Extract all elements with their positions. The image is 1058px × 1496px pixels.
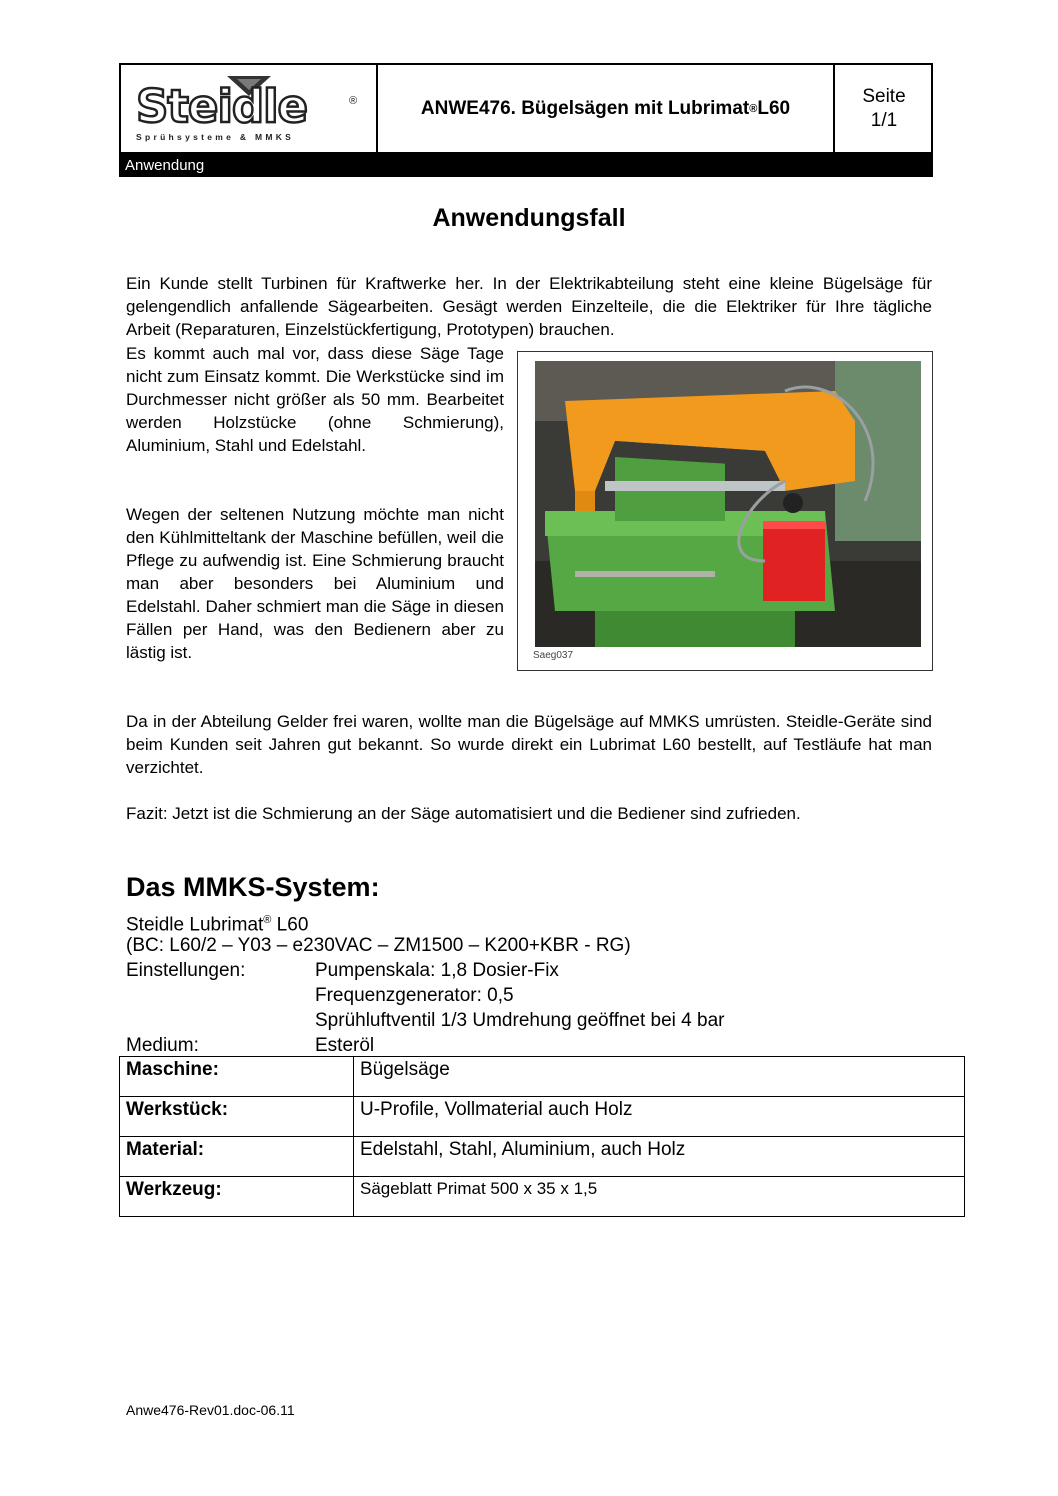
page-number: 1/1 <box>870 109 898 131</box>
title-main: ANWE476. Bügelsägen mit Lubrimat <box>420 97 750 119</box>
setting-item: Frequenzgenerator: 0,5 <box>315 985 514 1006</box>
bandsaw-photo-image <box>535 361 921 647</box>
paragraph-solution: Da in der Abteilung Gelder frei waren, wollte man die Bügelsäge auf MMKS umrüsten. Steidle-Geräte sind beim Kunden seit Jahren gut bekannt. So wurde direkt ein Lubrimat L60 bestellt, auf Testläufe hat man verzichtet. <box>126 712 932 777</box>
table-cell-value: U-Profile, Vollmaterial auch Holz <box>354 1097 965 1137</box>
document-id-footer: Anwe476-Rev01.doc-06.11 <box>126 1402 295 1418</box>
table-row <box>120 1097 965 1137</box>
title-model: L60 <box>757 97 791 119</box>
table-cell-label: Werkstück: <box>120 1097 354 1137</box>
product-name-text: Steidle Lubrimat <box>126 914 264 936</box>
page-indicator <box>835 63 933 154</box>
table-cell-value: Bügelsäge <box>354 1057 965 1097</box>
title-registered-mark: ® <box>749 102 758 115</box>
setting-item: Pumpenskala: 1,8 Dosier-Fix <box>315 960 559 981</box>
table-cell-label: Material: <box>120 1137 354 1177</box>
setting-item: Sprühluftventil 1/3 Umdrehung geöffnet bei 4 bar <box>315 1010 725 1031</box>
paragraph-conclusion: Fazit: Jetzt ist die Schmierung an der Säge automatisiert und die Bediener sind zufrieden. <box>126 804 801 823</box>
table-cell-label: Werkzeug: <box>120 1177 354 1217</box>
product-registered-mark: ® <box>263 914 272 926</box>
logo-subtitle: Sprühsysteme & MMKS <box>136 132 295 142</box>
table-row <box>120 1137 965 1177</box>
bc-code: (BC: L60/2 – Y03 – e230VAC – ZM1500 – K200+KBR - RG) <box>126 935 631 956</box>
logo-wordmark: Steidle <box>136 80 308 133</box>
table-row <box>120 1177 965 1217</box>
system-heading: Das MMKS-System: <box>126 872 380 902</box>
page-heading: Anwendungsfall <box>432 204 626 232</box>
paragraph-intro: Ein Kunde stellt Turbinen für Kraftwerke her. In der Elektrikabteilung steht eine kleine Bügelsäge für gelengendlich anfallende Sägearbeiten. Gesägt werden Einzelteile, die die Elektriker für Ihre tägliche Arbeit (Reparaturen, Einzelstückfertigung, Prototypen) brauchen. <box>126 274 932 339</box>
medium-label: Medium: <box>126 1035 199 1056</box>
paragraph-problem: Wegen der seltenen Nutzung möchte man nicht den Kühlmitteltank der Maschine befüllen, weil die Pflege zu aufwendig ist. Eine Schmierung braucht man aber besonders bei Aluminium und Edelstahl. Daher schmiert man die Säge in diesen Fällen per Hand, was den Bedienern aber zu lästig ist. <box>126 505 504 662</box>
photo-frame <box>517 351 933 671</box>
page-label: Seite <box>862 85 906 107</box>
section-bar: Anwendung <box>119 154 933 177</box>
specs-table <box>119 1056 965 1217</box>
table-cell-value: Edelstahl, Stahl, Aluminium, auch Holz <box>354 1137 965 1177</box>
product-model: L60 <box>271 914 309 936</box>
table-row <box>120 1057 965 1097</box>
photo-caption: Saeg037 <box>533 650 574 661</box>
medium-value: Esteröl <box>315 1035 375 1056</box>
table-cell-value: Sägeblatt Primat 500 x 35 x 1,5 <box>354 1177 965 1217</box>
document-title <box>378 63 835 154</box>
settings-label: Einstellungen: <box>126 960 246 981</box>
paragraph-usage: Es kommt auch mal vor, dass diese Säge Tage nicht zum Einsatz kommt. Die Werkstücke sind im Durchmesser nicht größer als 50 mm. Bearbeitet werden Holzstücke (ohne Schmierung), Aluminium, Stahl und Edelstahl. <box>126 344 504 455</box>
logo-registered-mark: ® <box>349 95 358 107</box>
table-cell-label: Maschine: <box>120 1057 354 1097</box>
